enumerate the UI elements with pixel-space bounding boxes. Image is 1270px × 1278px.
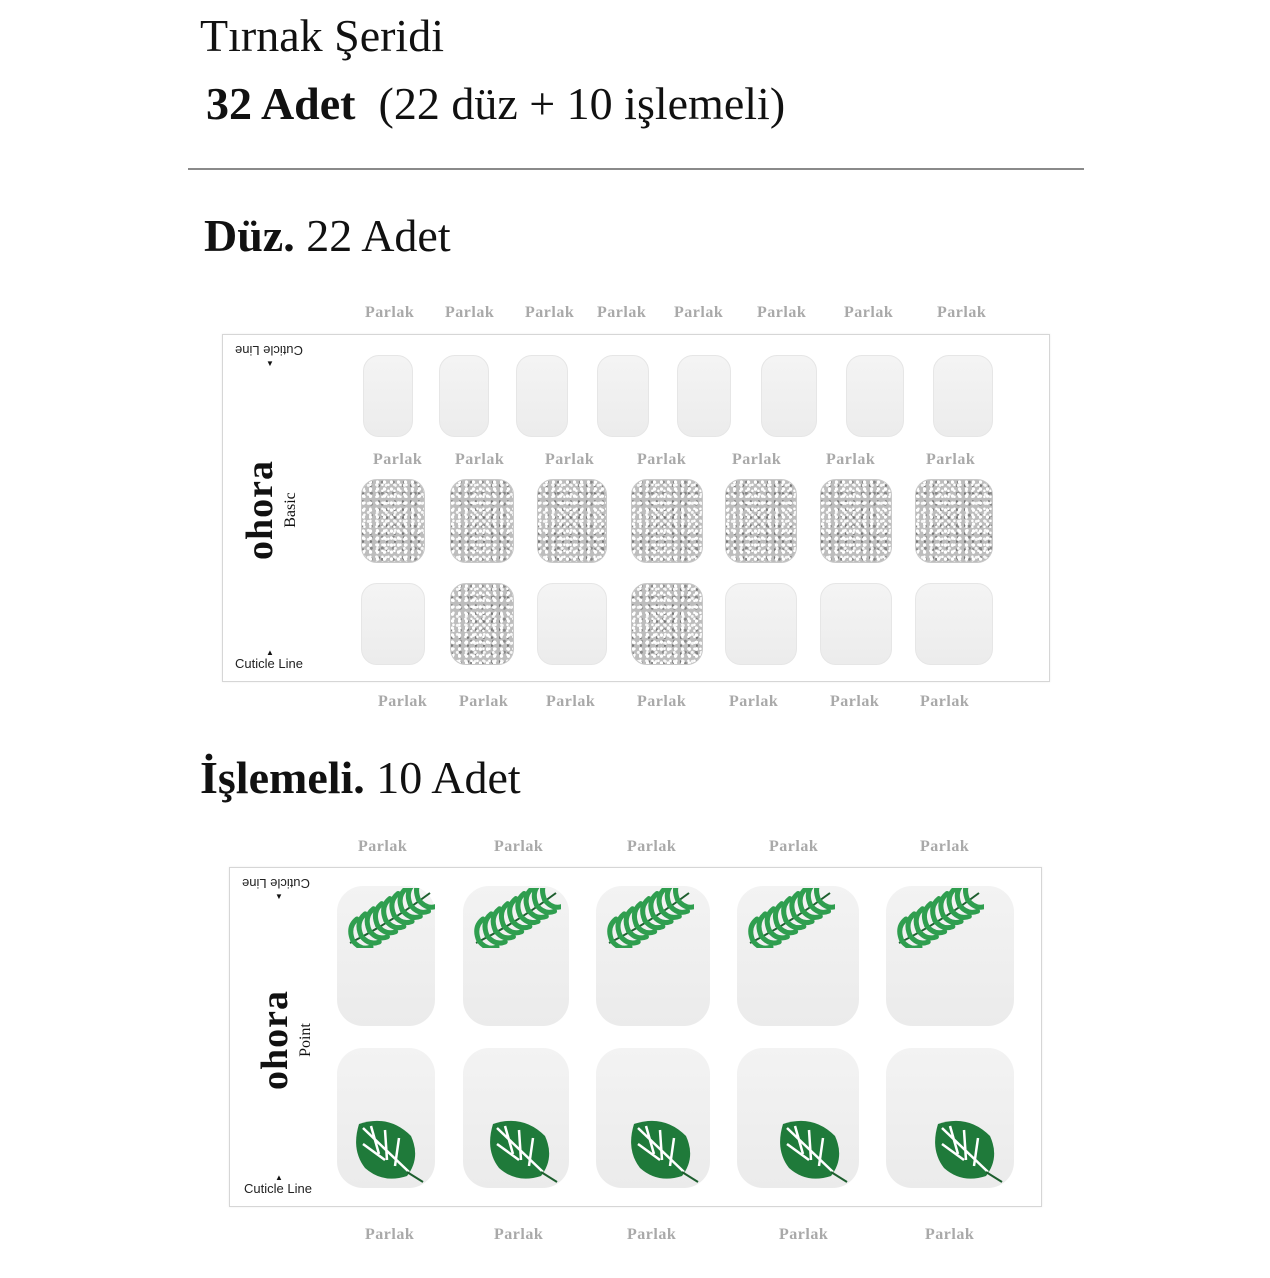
divider [188, 168, 1084, 170]
plain-section-heading [204, 208, 451, 264]
glitter-nail-tip [450, 479, 514, 563]
design-heading-bold: İşlemeli. [200, 752, 365, 803]
cuticle-arrow-down-icon: ▼ [266, 359, 274, 368]
finish-label: Parlak [459, 693, 509, 710]
clear-nail-tip [516, 355, 568, 437]
fern-leaf-nail-tip [737, 886, 859, 1026]
finish-label: Parlak [494, 838, 544, 855]
monstera-leaf-icon [624, 1114, 704, 1189]
piece-count-total: 32 Adet [206, 78, 356, 129]
glitter-nail-tip [361, 479, 425, 563]
clear-nail-tip [725, 583, 797, 665]
brand-name: ohora [239, 460, 281, 560]
clear-nail-tip [846, 355, 904, 437]
fern-leaf-icon [745, 888, 835, 953]
plain-heading-bold: Düz. [204, 210, 295, 261]
finish-label: Parlak [937, 304, 987, 321]
finish-label: Parlak [674, 304, 724, 321]
brand-line: Basic [282, 492, 299, 528]
clear-nail-tip [915, 583, 993, 665]
fern-leaf-icon [471, 888, 561, 953]
monstera-leaf-icon [483, 1114, 563, 1189]
cuticle-line-bottom [235, 656, 303, 671]
clear-nail-tip [933, 355, 993, 437]
glitter-nail-tip [820, 479, 892, 563]
brand-name: ohora [254, 990, 296, 1090]
monstera-leaf-icon [928, 1114, 1008, 1189]
finish-label: Parlak [545, 451, 595, 468]
brand-logo [238, 450, 299, 570]
monstera-leaf-nail-tip [463, 1048, 569, 1188]
glitter-nail-tip [631, 479, 703, 563]
cuticle-arrow-up-icon: ▲ [266, 648, 274, 657]
fern-leaf-icon [894, 888, 984, 953]
finish-label: Parlak [920, 693, 970, 710]
finish-label: Parlak [365, 1226, 415, 1243]
point-nail-sheet [229, 867, 1042, 1207]
finish-label: Parlak [732, 451, 782, 468]
finish-label: Parlak [455, 451, 505, 468]
finish-label: Parlak [525, 304, 575, 321]
design-heading-count: 10 Adet [376, 752, 521, 803]
finish-label: Parlak [925, 1226, 975, 1243]
clear-nail-tip [761, 355, 817, 437]
finish-label: Parlak [445, 304, 495, 321]
cuticle-line-top-text: Cuticle Line [242, 876, 310, 891]
clear-nail-tip [363, 355, 413, 437]
cuticle-arrow-up-icon: ▲ [275, 1173, 283, 1182]
finish-label: Parlak [627, 838, 677, 855]
clear-nail-tip [361, 583, 425, 665]
finish-label: Parlak [926, 451, 976, 468]
finish-label: Parlak [830, 693, 880, 710]
finish-label: Parlak [546, 693, 596, 710]
cuticle-line-bottom [244, 1181, 312, 1196]
basic-nail-sheet [222, 334, 1050, 682]
finish-label: Parlak [729, 693, 779, 710]
fern-leaf-nail-tip [596, 886, 710, 1026]
finish-label: Parlak [494, 1226, 544, 1243]
glitter-nail-tip [631, 583, 703, 665]
page-title: Tırnak Şeridi [200, 10, 444, 61]
finish-label: Parlak [757, 304, 807, 321]
cuticle-line-top-text: Cuticle Line [235, 343, 303, 358]
cuticle-line-top [235, 343, 303, 358]
clear-nail-tip [677, 355, 731, 437]
clear-nail-tip [820, 583, 892, 665]
cuticle-line-bottom-text: Cuticle Line [235, 656, 303, 671]
plain-heading-count: 22 Adet [306, 210, 451, 261]
glitter-nail-tip [725, 479, 797, 563]
finish-label: Parlak [597, 304, 647, 321]
clear-nail-tip [537, 583, 607, 665]
monstera-leaf-nail-tip [596, 1048, 710, 1188]
glitter-nail-tip [537, 479, 607, 563]
finish-label: Parlak [627, 1226, 677, 1243]
clear-nail-tip [439, 355, 489, 437]
cuticle-line-top [242, 876, 310, 891]
monstera-leaf-nail-tip [886, 1048, 1014, 1188]
finish-label: Parlak [365, 304, 415, 321]
finish-label: Parlak [826, 451, 876, 468]
piece-count [206, 76, 785, 132]
fern-leaf-icon [604, 888, 694, 953]
fern-leaf-icon [345, 888, 435, 953]
finish-label: Parlak [779, 1226, 829, 1243]
finish-label: Parlak [637, 451, 687, 468]
fern-leaf-nail-tip [886, 886, 1014, 1026]
finish-label: Parlak [844, 304, 894, 321]
finish-label: Parlak [373, 451, 423, 468]
finish-label: Parlak [358, 838, 408, 855]
monstera-leaf-nail-tip [737, 1048, 859, 1188]
clear-nail-tip [597, 355, 649, 437]
piece-count-detail: (22 düz + 10 işlemeli) [378, 78, 786, 129]
finish-label: Parlak [378, 693, 428, 710]
glitter-nail-tip [915, 479, 993, 563]
monstera-leaf-nail-tip [337, 1048, 435, 1188]
design-section-heading [200, 750, 521, 806]
fern-leaf-nail-tip [337, 886, 435, 1026]
brand-logo [253, 980, 314, 1100]
brand-line: Point [297, 1023, 314, 1057]
glitter-nail-tip [450, 583, 514, 665]
finish-label: Parlak [769, 838, 819, 855]
cuticle-line-bottom-text: Cuticle Line [244, 1181, 312, 1196]
fern-leaf-nail-tip [463, 886, 569, 1026]
finish-label: Parlak [920, 838, 970, 855]
monstera-leaf-icon [773, 1114, 853, 1189]
monstera-leaf-icon [349, 1114, 429, 1189]
cuticle-arrow-down-icon: ▼ [275, 892, 283, 901]
finish-label: Parlak [637, 693, 687, 710]
